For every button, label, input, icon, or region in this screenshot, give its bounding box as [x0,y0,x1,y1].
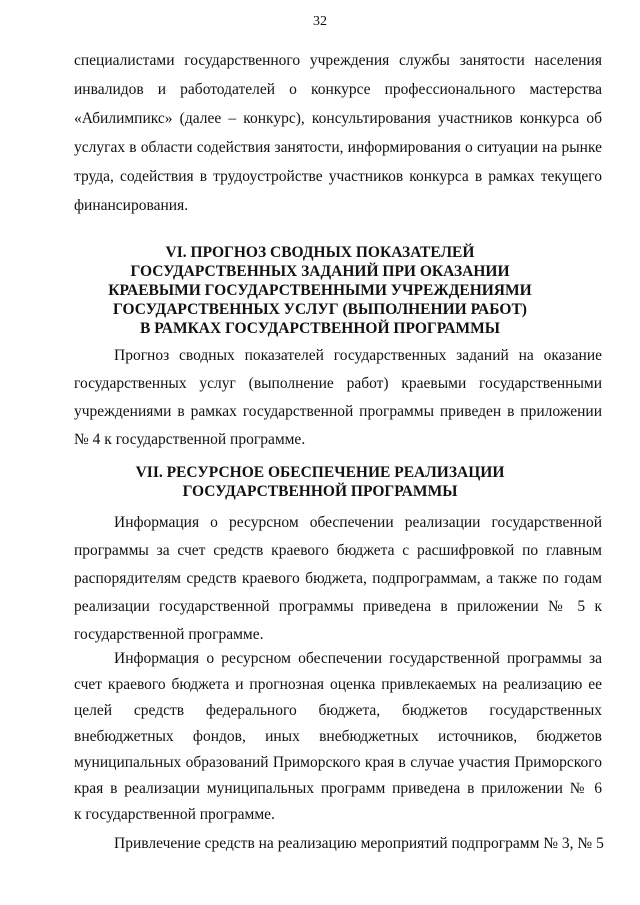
text-line: края в реализации муниципальных программ приведена в приложении № 6 [74,780,602,797]
text-line: государственной программе. [74,626,264,643]
heading-line: ГОСУДАРСТВЕННОЙ ПРОГРАММЫ [182,483,458,500]
text-line: реализации государственной программы приведена в приложении № 5 к [74,598,602,615]
heading-line: VI. ПРОГНОЗ СВОДНЫХ ПОКАЗАТЕЛЕЙ [165,244,475,261]
text-line: труда, содействия в трудоустройстве участников конкурса в рамках текущего [74,168,602,185]
text-line: Привлечение средств на реализацию мероприятий подпрограмм № 3, № 5 [114,835,604,852]
text-line: Информация о ресурсном обеспечении государственной программы за [114,650,602,667]
text-line: учреждениями в рамках государственной программы приведен в приложении [74,403,602,420]
text-line: к государственной программе. [74,806,275,823]
page-number: 32 [313,14,327,29]
text-line: целей средств федерального бюджета, бюджетов государственных [74,702,602,719]
text-line: № 4 к государственной программе. [74,431,306,448]
text-line: специалистами государственного учреждения службы занятости населения [74,52,602,69]
text-line: финансирования. [74,197,189,214]
heading-line: КРАЕВЫМИ ГОСУДАРСТВЕННЫМИ УЧРЕЖДЕНИЯМИ [108,282,532,299]
heading-line: ГОСУДАРСТВЕННЫХ УСЛУГ (ВЫПОЛНЕНИИ РАБОТ) [113,301,527,318]
text-line: Прогноз сводных показателей государственных заданий на оказание [114,347,602,364]
heading-line: ГОСУДАРСТВЕННЫХ ЗАДАНИЙ ПРИ ОКАЗАНИИ [130,263,510,280]
text-line: внебюджетных фондов, иных внебюджетных источников, бюджетов [74,728,602,745]
text-line: государственных услуг (выполнение работ) краевыми государственными [74,375,602,392]
text-line: «Абилимпикс» (далее – конкурс), консультирования участников конкурса об [74,110,602,127]
text-line: муниципальных образований Приморского края в случае участия Приморского [74,754,602,771]
text-line: распорядителям средств краевого бюджета, подпрограммам, а также по годам [74,570,602,587]
text-line: программы за счет средств краевого бюджета с расшифровкой по главным [74,542,602,559]
text-line: инвалидов и работодателей о конкурсе профессионального мастерства [74,81,602,98]
heading-line: В РАМКАХ ГОСУДАРСТВЕННОЙ ПРОГРАММЫ [140,320,500,337]
text-line: счет краевого бюджета и прогнозная оценка привлекаемых на реализацию ее [74,676,602,693]
heading-line: VII. РЕСУРСНОЕ ОБЕСПЕЧЕНИЕ РЕАЛИЗАЦИИ [135,464,505,481]
text-line: Информация о ресурсном обеспечении реализации государственной [114,514,602,531]
text-line: услугах в области содействия занятости, информирования о ситуации на рынке [74,139,602,156]
